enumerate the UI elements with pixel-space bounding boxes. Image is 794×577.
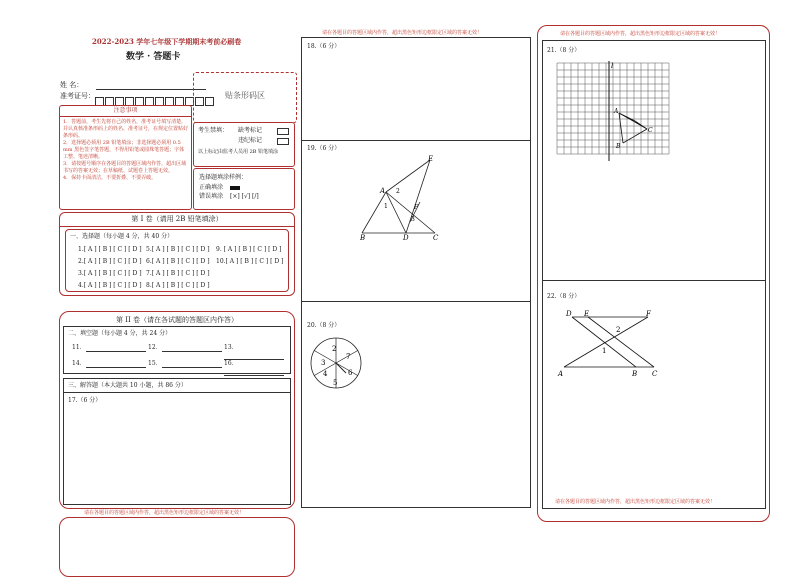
q19-label-2: 2	[396, 188, 400, 195]
choice-row[interactable]: 7.[ A ] [ B ] [ C ] [ D ]	[146, 270, 210, 277]
blank-label: 15．	[148, 360, 162, 367]
q19-segment	[386, 192, 406, 233]
q19-label-d: D	[403, 234, 409, 242]
violation-label: 违纪标记	[238, 137, 263, 144]
q20-spinner	[308, 335, 364, 391]
q21-label: 21.（8 分）	[547, 47, 581, 54]
choice-row[interactable]: 4.[ A ] [ B ] [ C ] [ D ]	[78, 282, 142, 289]
page-subtitle: 数学 · 答题卡	[126, 52, 181, 62]
missing-checkbox[interactable]	[277, 128, 289, 135]
fill-example-box	[193, 168, 295, 210]
q18-label: 18.（6 分）	[307, 43, 341, 50]
blank-15[interactable]	[148, 360, 222, 368]
absent-label: 考生禁填：	[198, 127, 229, 134]
blank-label: 12．	[148, 344, 162, 351]
absent-note: 以上标记由监考人员用 2B 铅笔填涂	[198, 149, 279, 155]
q17-box[interactable]	[63, 392, 291, 505]
q19-segment	[362, 192, 386, 233]
warning-middle-top: 请在各题目的答题区域内作答，超出黑色矩形边框限定区域的答案无效！	[322, 30, 483, 36]
choice-row[interactable]: 6.[ A ] [ B ] [ C ] [ D ]	[146, 258, 210, 265]
q21-label-a: A	[614, 108, 619, 115]
choice-row[interactable]: 8.[ A ] [ B ] [ C ] [ D ]	[146, 282, 210, 289]
barcode-label: 贴条形码区	[225, 91, 265, 100]
q21-segment	[623, 129, 647, 143]
q22-label: 22.（8 分）	[547, 293, 581, 300]
blank-label: 13．	[224, 344, 238, 351]
q20-number: 2	[332, 345, 337, 353]
q21-triangle	[619, 113, 647, 129]
violation-checkbox[interactable]	[277, 138, 289, 145]
q19-label: 19.（6 分）	[307, 145, 341, 152]
list-item: 3．请按题号顺序在各题目的答题区域内作答，超出区域书写的答案无效；在草稿纸、试题卷上答题无效。	[63, 161, 187, 174]
blank-label: 11．	[72, 344, 86, 351]
fill-example-title: 选择题填涂样例：	[199, 174, 248, 181]
q17-label: 17.（6 分）	[68, 397, 102, 404]
blank-13[interactable]	[224, 344, 290, 360]
right-column	[537, 25, 770, 522]
choice-row[interactable]: 9. [ A ] [ B ] [ C ] [ D ]	[216, 246, 282, 253]
q19-label-e: E	[428, 155, 434, 163]
barcode-area	[193, 72, 297, 123]
q19-area[interactable]	[301, 140, 531, 302]
warning-right-top: 请在各题目的答题区域内作答，超出黑色矩形边框限定区域的答案无效！	[560, 31, 721, 37]
q21-label-l: l	[611, 62, 614, 70]
fill-box	[63, 326, 291, 374]
q20-number: 4	[323, 370, 328, 378]
section2-title: 第 II 卷（请在各试题的答题区内作答）	[116, 316, 238, 324]
id-label: 准考证号：	[60, 92, 95, 100]
blank-14[interactable]	[72, 360, 146, 368]
list-item: 1．答题前，考生先将自己的姓名，准考证号填写清楚，并认真核准条形码上的姓名、准考证号，在规定位置贴好条形码。	[63, 119, 189, 139]
wrong-fill-marks: [×] [√] [/]	[230, 193, 259, 200]
list-item: 4．保持卡面清洁，不要折叠、不要弄破。	[63, 175, 157, 181]
warning-right-bottom: 请在各题目的答题区域内作答，超出黑色矩形边框限定区域的答案无效！	[555, 499, 716, 505]
q22-label-c: C	[652, 370, 658, 378]
blank-label: 16．	[224, 360, 238, 367]
section1-title: 第 I 卷（请用 2B 铅笔填涂）	[60, 213, 294, 227]
q20-label: 20.（8 分）	[307, 322, 341, 329]
q19-label-3: 3	[411, 216, 415, 223]
q20-number: 3	[321, 359, 326, 367]
q20-number: 6	[348, 369, 353, 377]
q20-number: 7	[346, 353, 351, 361]
choice-box	[65, 229, 289, 292]
q21-area[interactable]	[542, 40, 766, 281]
choice-row[interactable]: 1.[ A ] [ B ] [ C ] [ D ]	[78, 246, 142, 253]
q22-label-2: 2	[616, 326, 621, 334]
q19-label-1: 1	[384, 203, 388, 210]
notes-title: 注意事项	[60, 106, 191, 117]
q18-area[interactable]	[301, 37, 531, 141]
q19-label-a: A	[380, 187, 386, 195]
correct-fill-mark	[230, 186, 240, 190]
fill-title: 二、填空题（每小题 4 分，共 24 分）	[68, 330, 172, 337]
solve-title: 三、解答题（本大题共 10 小题，共 86 分）	[68, 382, 187, 389]
solve-box	[63, 378, 291, 392]
q19-label-c: C	[433, 234, 439, 242]
q19-figure	[352, 155, 452, 242]
notes-box	[59, 105, 192, 210]
wrong-fill-label: 错误填涂	[199, 193, 224, 200]
notes-list	[60, 117, 191, 184]
middle-column	[301, 37, 531, 508]
q22-label-d: D	[566, 310, 572, 318]
q22-segment	[564, 317, 648, 367]
q19-segment	[406, 160, 430, 233]
bottom-left-box[interactable]	[59, 517, 295, 577]
q19-segment	[386, 192, 435, 233]
exam-title: 2022-2023 学年七年级下学期期末考前必刷卷	[92, 37, 242, 46]
name-field[interactable]	[96, 89, 206, 90]
q22-label-f: F	[646, 310, 651, 318]
blank-11[interactable]	[72, 344, 146, 352]
blank-label: 14．	[72, 360, 86, 367]
absent-box	[193, 122, 295, 167]
right-inner	[542, 40, 766, 509]
choice-title: 一、选择题（每小题 4 分，共 40 分）	[70, 233, 174, 240]
q21-label-b: B	[616, 143, 621, 150]
section2-box	[59, 311, 295, 509]
q19-segment	[386, 160, 430, 192]
choice-row[interactable]: 3.[ A ] [ B ] [ C ] [ D ]	[78, 270, 142, 277]
choice-row[interactable]: 5.[ A ] [ B ] [ C ] [ D ]	[146, 246, 210, 253]
q22-label-b: B	[632, 370, 638, 378]
q22-label-e: E	[584, 310, 590, 318]
missing-label: 缺考标记	[238, 127, 263, 134]
q21-label-c: C	[648, 127, 653, 134]
section1-box	[59, 212, 295, 296]
blank-16[interactable]	[224, 360, 290, 376]
q22-figure	[558, 309, 668, 379]
q22-area[interactable]	[543, 281, 765, 509]
q19-label-b: B	[360, 234, 366, 242]
q19-label-f: F	[414, 204, 419, 211]
q22-segment	[572, 317, 636, 367]
blank-12[interactable]	[148, 344, 222, 352]
list-item: 2．选择题必须用 2B 铅笔填涂；非选择题必须用 0.5 mm 黑色签字笔答题，不得用铅笔或圆珠笔答题；字体工整、笔迹清晰。	[63, 140, 185, 160]
q20-number: 5	[333, 379, 338, 387]
warning-left: 请在各题目的答题区域内作答，超出黑色矩形边框限定区域的答案无效！	[84, 510, 245, 516]
q21-grid-figure	[557, 61, 669, 161]
correct-fill-label: 正确填涂	[199, 184, 224, 191]
q22-label-a: A	[558, 370, 564, 378]
q21-segment	[619, 113, 623, 143]
q22-segment	[588, 317, 654, 367]
choice-row[interactable]: 10.[ A ] [ B ] [ C ] [ D ]	[216, 258, 284, 265]
q22-label-1: 1	[602, 347, 607, 355]
q20-area[interactable]	[302, 303, 530, 507]
choice-row[interactable]: 2.[ A ] [ B ] [ C ] [ D ]	[78, 258, 142, 265]
name-label: 姓 名：	[60, 81, 84, 89]
